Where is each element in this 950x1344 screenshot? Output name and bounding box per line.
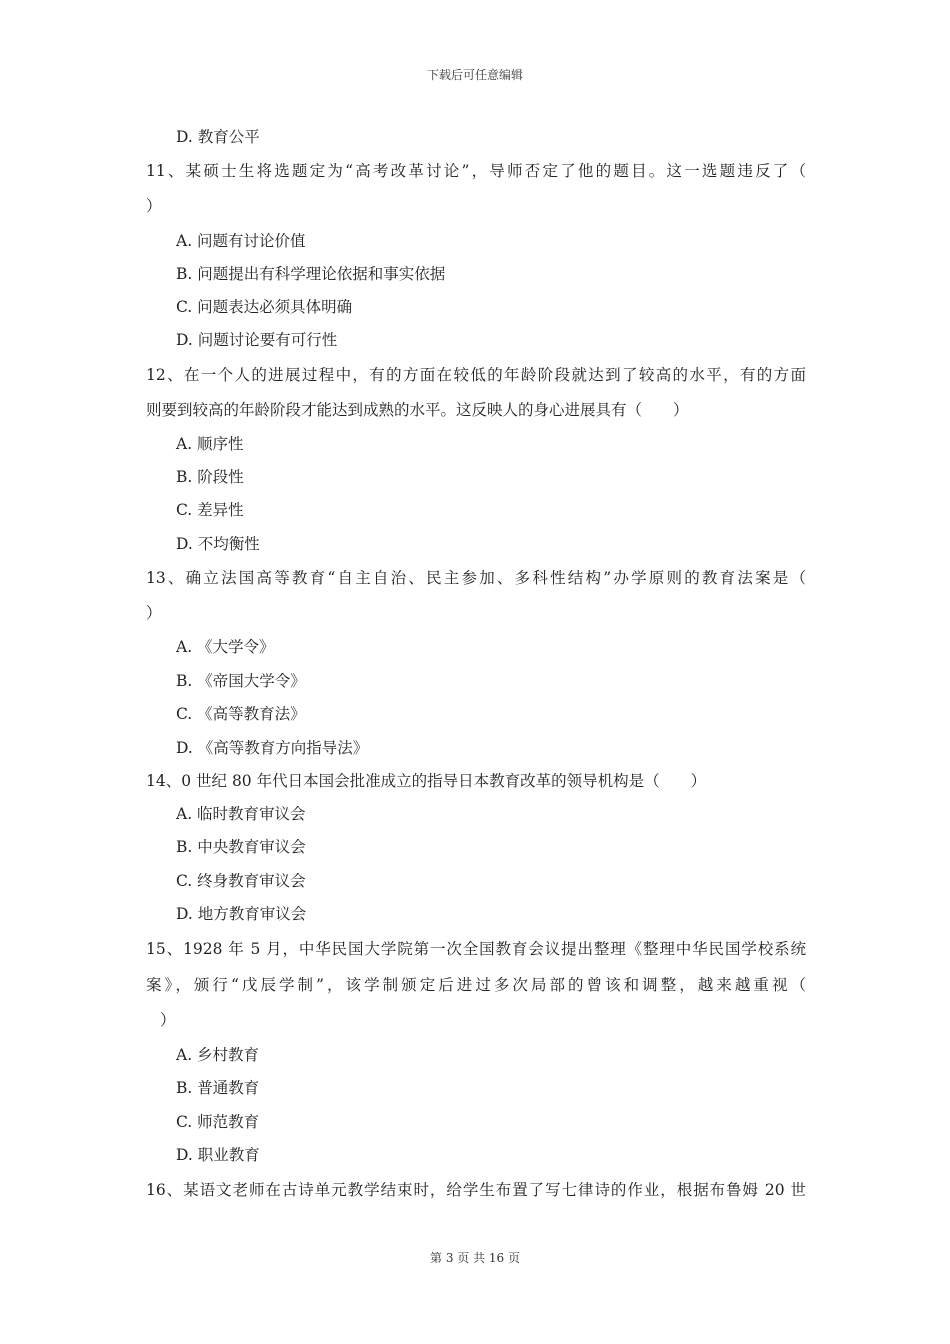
- option-10d: D. 教育公平: [176, 128, 260, 146]
- question-14: 14、0 世纪 80 年代日本国会批准成立的指导日本教育改革的领导机构是（ ）: [146, 772, 707, 790]
- option-11d: D. 问题讨论要有可行性: [176, 331, 338, 349]
- option-15a: A. 乡村教育: [176, 1046, 260, 1064]
- question-15-cont2: ）: [160, 1011, 176, 1029]
- question-12-cont: 则要到较高的年龄阶段才能达到成熟的水平。这反映人的身心进展具有（ ）: [146, 401, 689, 419]
- question-13-cont: ）: [146, 604, 162, 622]
- question-16: 16、某语文老师在古诗单元教学结束时，给学生布置了写七律诗的作业，根据布鲁姆 20 世: [146, 1181, 806, 1199]
- question-13: 13、确立法国高等教育“自主自治、民主参加、多科性结构”办学原则的教育法案是（: [146, 569, 806, 587]
- question-12: 12、在一个人的进展过程中，有的方面在较低的年龄阶段就达到了较高的水平，有的方面: [146, 366, 806, 384]
- page-header: 下载后可任意编辑: [426, 68, 523, 82]
- option-12a: A. 顺序性: [176, 435, 244, 453]
- option-11c: C. 问题表达必须具体明确: [176, 298, 353, 316]
- option-12b: B. 阶段性: [176, 468, 244, 486]
- option-13b: B. 《帝国大学令》: [176, 672, 306, 690]
- option-14d: D. 地方教育审议会: [176, 905, 307, 923]
- question-15-cont: 案》，颁行“戊辰学制”，该学制颁定后进过多次局部的曾该和调整，越来越重视（: [146, 976, 806, 994]
- option-11a: A. 问题有讨论价值: [176, 232, 306, 250]
- option-14c: C. 终身教育审议会: [176, 872, 306, 890]
- question-15: 15、1928 年 5 月，中华民国大学院第一次全国教育会议提出整理《整理中华民国学校系统: [146, 940, 806, 958]
- option-12d: D. 不均衡性: [176, 535, 260, 553]
- option-15d: D. 职业教育: [176, 1146, 260, 1164]
- question-11-cont: ）: [146, 197, 162, 215]
- question-11: 11、某硕士生将选题定为“高考改革讨论”，导师否定了他的题目。这一选题违反了（: [146, 162, 806, 180]
- option-14a: A. 临时教育审议会: [176, 805, 306, 823]
- option-15c: C. 师范教育: [176, 1113, 260, 1131]
- option-14b: B. 中央教育审议会: [176, 838, 306, 856]
- option-11b: B. 问题提出有科学理论依据和事实依据: [176, 265, 446, 283]
- option-12c: C. 差异性: [176, 501, 244, 519]
- option-13c: C. 《高等教育法》: [176, 705, 306, 723]
- option-15b: B. 普通教育: [176, 1079, 260, 1097]
- option-13a: A. 《大学令》: [176, 638, 275, 656]
- page-footer: 第 3 页 共 16 页: [430, 1251, 520, 1265]
- option-13d: D. 《高等教育方向指导法》: [176, 739, 369, 757]
